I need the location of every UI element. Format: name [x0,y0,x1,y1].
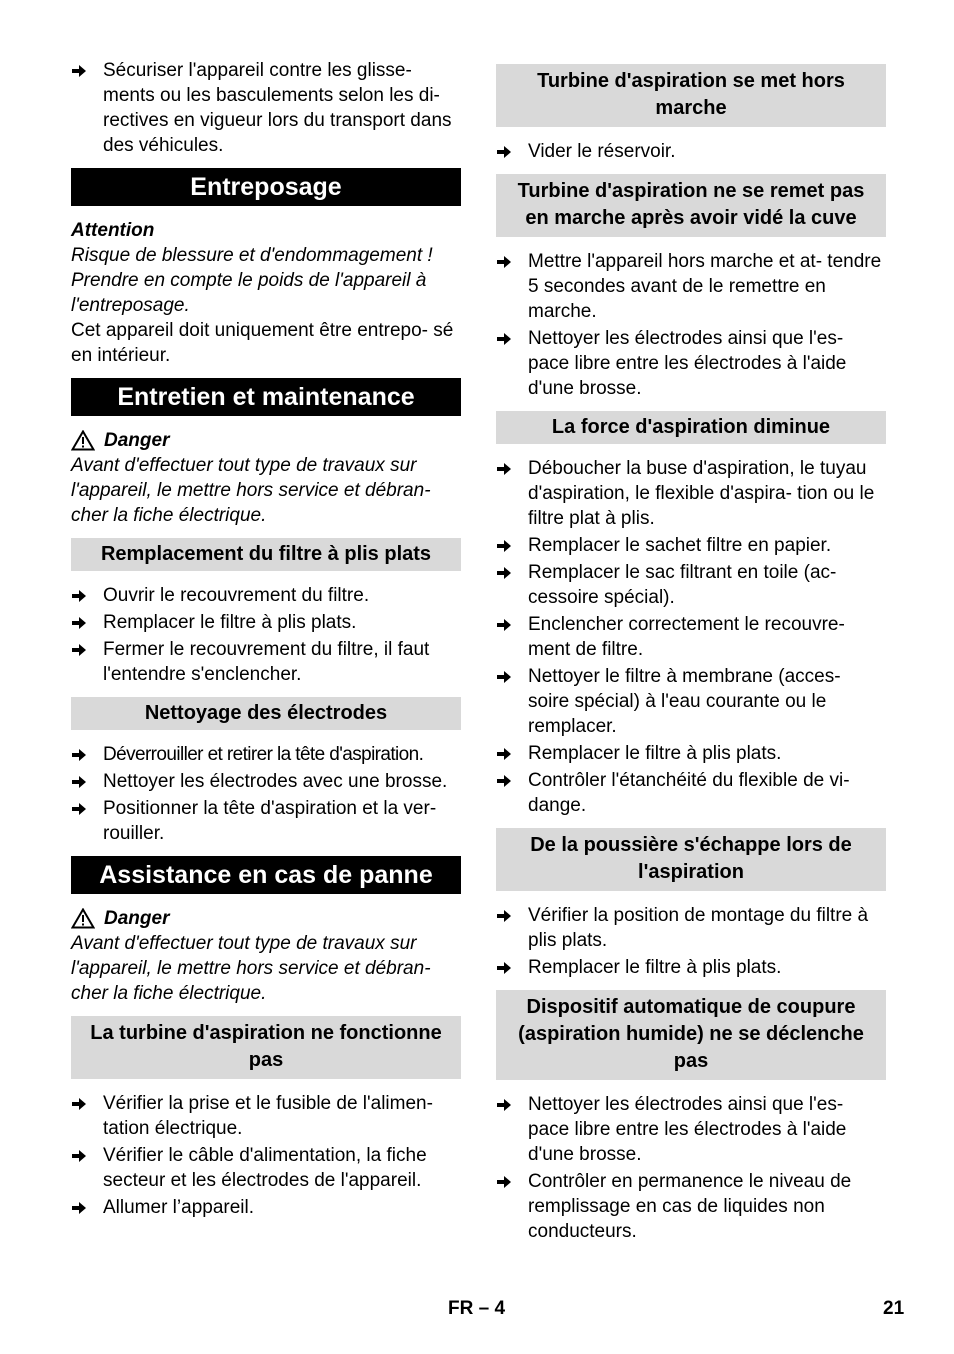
arrow-right-icon [71,1091,103,1116]
arrow-right-icon [496,456,528,481]
list-item: Nettoyer les électrodes avec une brosse. [71,769,461,794]
subsection-title-electrodes: Nettoyage des électrodes [71,697,461,730]
list-item: Vérifier le câble d'alimentation, la fiche secteur et les électrodes de l'appareil. [71,1143,461,1193]
poussiere-list [496,903,886,980]
right-column [496,64,886,1244]
hors-marche-list [496,139,886,164]
arrow-right-icon [71,1143,103,1168]
list-item: Remplacer le filtre à plis plats. [71,610,461,635]
arrow-right-icon [496,326,528,351]
arrow-right-icon [71,796,103,821]
arrow-right-icon [71,1195,103,1220]
list-item: Vider le réservoir. [496,139,886,164]
footer-page-number: 21 [883,1298,905,1319]
warning-triangle-icon [71,908,95,929]
electrodes-list [71,742,461,846]
danger-label: Danger [71,906,461,931]
subsection-title-poussiere: De la poussière s'échappe lors de l'aspiration [496,828,886,891]
arrow-right-icon [496,249,528,274]
storage-text: Cet appareil doit uniquement être entrepo- sé en intérieur. [71,320,454,366]
list-item: Enclencher correctement le recouvre- ment de filtre. [496,612,886,662]
section-title-entreposage: Entreposage [71,168,461,206]
arrow-right-icon [496,741,528,766]
subsection-title-hors-marche: Turbine d'aspiration se met hors marche [496,64,886,127]
arrow-right-icon [496,139,528,164]
arrow-right-icon [71,769,103,794]
subsection-title-remise-en-marche: Turbine d'aspiration ne se remet pas en marche après avoir vidé la cuve [496,174,886,237]
list-item: Contrôler l'étanchéité du flexible de vi- dange. [496,768,886,818]
list-item: Vérifier la position de montage du filtre à plis plats. [496,903,886,953]
arrow-right-icon [496,955,528,980]
attention-label: Attention [71,220,155,241]
arrow-right-icon [496,1092,528,1117]
section-title-entretien: Entretien et maintenance [71,378,461,416]
list-item: Déverrouiller et retirer la tête d'aspiration. [71,742,461,767]
list-item: Déboucher la buse d'aspiration, le tuyau d'aspiration, le flexible d'aspira- tion ou le filtre plat à plis. [496,456,886,531]
subsection-title-coupure: Dispositif automatique de coupure (aspiration humide) ne se déclenche pas [496,990,886,1080]
section-title-assistance: Assistance en cas de panne [71,856,461,894]
list-item: Positionner la tête d'aspiration et la ver- rouiller. [71,796,461,846]
arrow-right-icon [496,664,528,689]
danger-label: Danger [71,428,461,453]
list-item: Ouvrir le recouvrement du filtre. [71,583,461,608]
subsection-title-force-aspiration: La force d'aspiration diminue [496,411,886,444]
arrow-right-icon [71,583,103,608]
list-item: Sécuriser l'appareil contre les glisse- ments ou les basculements selon les di- rectives en vigueur lors du transport dans des véhicules. [71,58,461,158]
turbine-list [71,1091,461,1220]
arrow-right-icon [71,637,103,662]
arrow-right-icon [496,560,528,585]
list-item: Remplacer le sac filtrant en toile (ac- cessoire spécial). [496,560,886,610]
arrow-right-icon [71,610,103,635]
left-column [71,58,461,1220]
coupure-list [496,1092,886,1244]
list-item: Remplacer le filtre à plis plats. [496,741,886,766]
list-item: Nettoyer le filtre à membrane (acces- soire spécial) à l'eau courante ou le remplacer. [496,664,886,739]
arrow-right-icon [496,1169,528,1194]
list-item: Allumer l’appareil. [71,1195,461,1220]
list-item: Vérifier la prise et le fusible de l'alimen- tation électrique. [71,1091,461,1141]
list-item: Fermer le recouvrement du filtre, il faut l'entendre s'enclencher. [71,637,461,687]
force-aspiration-list [496,456,886,818]
list-item: Remplacer le filtre à plis plats. [496,955,886,980]
arrow-right-icon [496,903,528,928]
filtre-list [71,583,461,687]
danger-text: Avant d'effectuer tout type de travaux sur l'appareil, le mettre hors service et débran- cher la fiche électrique. [71,933,431,1004]
danger-text: Avant d'effectuer tout type de travaux sur l'appareil, le mettre hors service et débran- cher la fiche électrique. [71,455,431,526]
list-item: Remplacer le sachet filtre en papier. [496,533,886,558]
arrow-right-icon [496,768,528,793]
list-item: Contrôler en permanence le niveau de remplissage en cas de liquides non conducteurs. [496,1169,886,1244]
arrow-right-icon [496,533,528,558]
arrow-right-icon [71,58,103,83]
list-item: Nettoyer les électrodes ainsi que l'es- pace libre entre les électrodes à l'aide d'une brosse. [496,1092,886,1167]
remise-en-marche-list [496,249,886,401]
warning-triangle-icon [71,430,95,451]
footer-language-page: FR – 4 [448,1298,506,1319]
arrow-right-icon [71,742,103,767]
intro-list [71,58,461,158]
arrow-right-icon [496,612,528,637]
attention-text: Risque de blessure et d'endommagement ! Prendre en compte le poids de l'appareil à l'entreposage. [71,245,433,316]
list-item: Nettoyer les électrodes ainsi que l'es- pace libre entre les électrodes à l'aide d'une brosse. [496,326,886,401]
list-item: Mettre l'appareil hors marche et at- tendre 5 secondes avant de le remettre en marche. [496,249,886,324]
subsection-title-filtre: Remplacement du filtre à plis plats [71,538,461,571]
subsection-title-turbine: La turbine d'aspiration ne fonctionne pas [71,1016,461,1079]
